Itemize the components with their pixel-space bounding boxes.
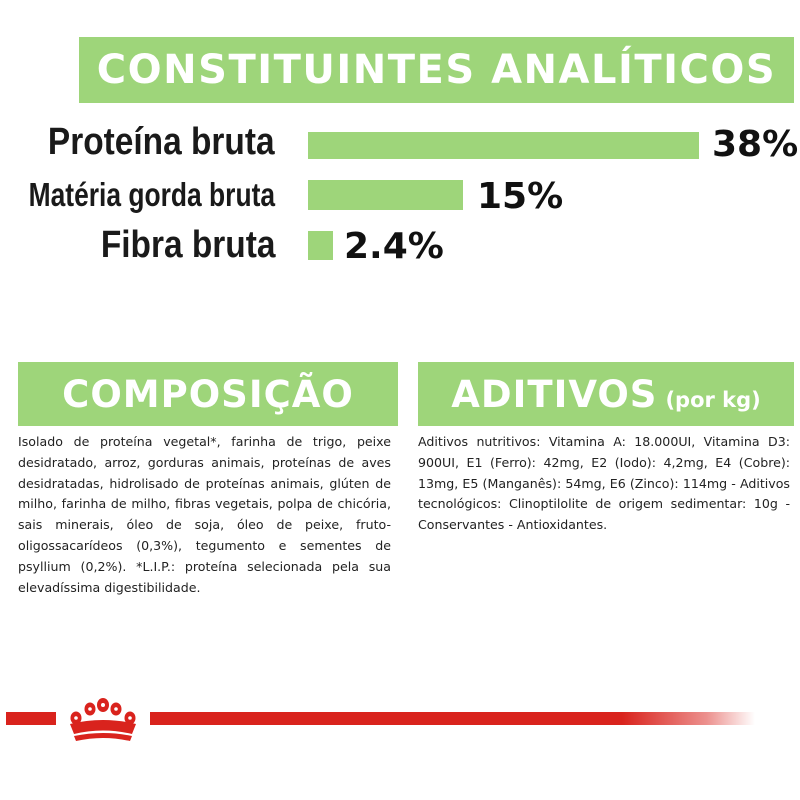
analytical-constituents-banner [79, 37, 794, 103]
nutrient-label: Matéria gorda bruta [28, 176, 275, 213]
additives-subtitle: (por kg) [665, 388, 761, 412]
composition-banner [18, 362, 398, 426]
additives-text: Aditivos nutritivos: Vitamina A: 18.000UI, Vitamina D3: 900UI, E1 (Ferro): 42mg, E2 (Iodo): 4,2mg, E4 (Cobre): 13mg, E5 (Manganês): 54mg, E6 (Zinco): 114mg - Aditivos tecnológicos: Clinoptilolite de origem sedimentar: 10g - Conservantes - Antioxidantes. [418, 434, 790, 533]
royal-canin-crown-icon [60, 690, 146, 744]
additives-banner [418, 362, 794, 426]
nutrient-value: 2.4% [344, 226, 444, 267]
brand-line-left [6, 712, 56, 725]
nutrient-bar [308, 231, 333, 260]
additives-title: ADITIVOS [451, 372, 658, 416]
composition-text: Isolado de proteína vegetal*, farinha de trigo, peixe desidratado, arroz, gorduras animais, proteínas de aves desidratadas, hidrolisado de proteínas animais, glúten de milho, farinha de milho, fibras vegetais, polpa de chicória, sais minerais, óleo de soja, óleo de peixe, fruto-oligossacarídeos (0,3%), tegumento e sementes de psyllium (0,2%). *L.I.P.: proteína selecionada pela sua elevadíssima digestibilidade. [18, 434, 391, 595]
composition-title: COMPOSIÇÃO [62, 372, 354, 416]
analytical-constituents-title: CONSTITUINTES ANALÍTICOS [96, 47, 777, 93]
nutrient-value: 38% [712, 124, 799, 165]
brand-line-right [150, 712, 755, 725]
nutrient-label: Fibra bruta [100, 224, 275, 266]
nutrient-bar [308, 132, 699, 159]
nutrient-value: 15% [477, 176, 564, 217]
nutrient-bar [308, 180, 463, 210]
nutrient-label: Proteína bruta [48, 121, 275, 163]
